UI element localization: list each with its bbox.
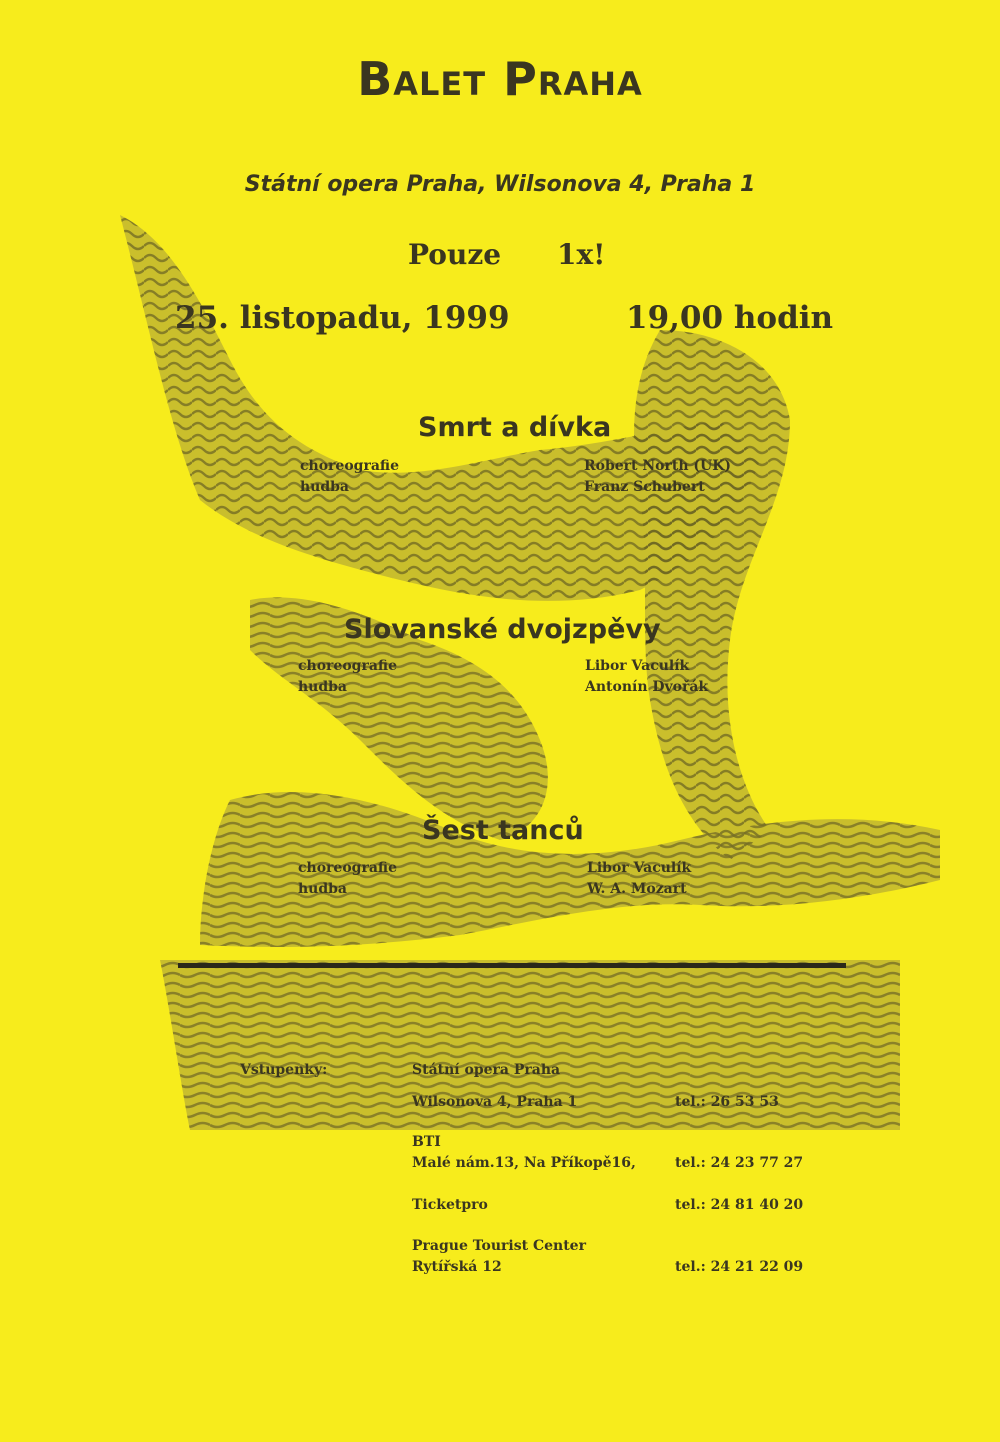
piece-composer: Antonín Dvořák: [585, 679, 709, 695]
piece-composer: W. A. Mozart: [587, 881, 687, 897]
ticket-venue-name: Státní opera Praha: [412, 1062, 561, 1078]
ticket-venue-phone: tel.: 24 21 22 09: [675, 1259, 804, 1275]
ticket-venue-name: BTI: [412, 1134, 441, 1150]
piece-choreographer: Libor Vaculík: [585, 658, 690, 674]
ticket-venue-phone: tel.: 24 81 40 20: [675, 1197, 804, 1213]
event-time: 19,00 hodin: [626, 300, 834, 336]
ticket-venue-phone: tel.: 24 23 77 27: [675, 1155, 804, 1171]
ticket-venue-name: Prague Tourist Center: [412, 1238, 586, 1254]
only-label: Pouze: [408, 238, 502, 271]
tickets-label: Vstupenky:: [240, 1062, 328, 1078]
ticket-venue-name: Ticketpro: [412, 1197, 488, 1213]
piece-role-music: hudba: [300, 479, 350, 495]
piece-title: Smrt a dívka: [418, 412, 612, 443]
event-date: 25. listopadu, 1999: [175, 300, 510, 336]
divider-rule: [178, 963, 846, 968]
piece-choreographer: Libor Vaculík: [587, 860, 692, 876]
piece-title: Šest tanců: [422, 815, 584, 846]
ticket-venue-address: Malé nám.13, Na Příkopě16,: [412, 1155, 636, 1171]
piece-title: Slovanské dvojzpěvy: [344, 614, 661, 645]
piece-role-choreography: choreografie: [298, 658, 397, 674]
once-label: 1x!: [557, 238, 606, 271]
piece-role-choreography: choreografie: [300, 458, 399, 474]
piece-role-music: hudba: [298, 881, 348, 897]
venue-address: Státní opera Praha, Wilsonova 4, Praha 1: [244, 172, 756, 197]
ticket-venue-phone: tel.: 26 53 53: [675, 1094, 779, 1110]
piece-role-music: hudba: [298, 679, 348, 695]
ticket-venue-address: Rytířská 12: [412, 1259, 502, 1275]
ticket-venue-address: Wilsonova 4, Praha 1: [412, 1094, 578, 1110]
piece-role-choreography: choreografie: [298, 860, 397, 876]
piece-choreographer: Robert North (UK): [584, 458, 732, 474]
poster-title: Balet Praha: [357, 52, 643, 106]
piece-composer: Franz Schubert: [584, 479, 705, 495]
